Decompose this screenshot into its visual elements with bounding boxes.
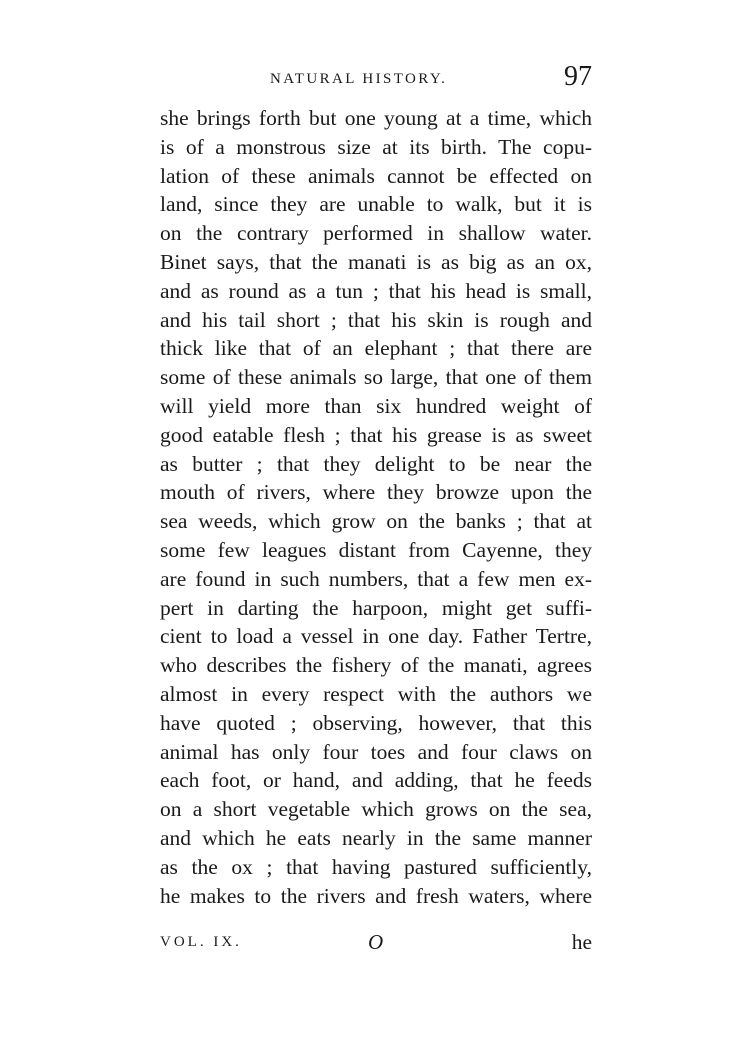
body-text: [160, 104, 592, 910]
text-line: and which he eats nearly in the same manner: [160, 825, 592, 850]
text-line: good eatable flesh ; that his grease is as sweet: [160, 422, 592, 447]
text-line: sea weeds, which grow on the banks ; that at: [160, 509, 592, 534]
text-line: is of a monstrous size at its birth. The copu-: [160, 134, 592, 159]
text-line: some few leagues distant from Cayenne, they: [160, 537, 592, 562]
text-line: he makes to the rivers and fresh waters, where: [160, 883, 592, 908]
page-number: 97: [564, 61, 592, 92]
text-line: pert in darting the harpoon, might get suffi-: [160, 595, 592, 620]
text-line: land, since they are unable to walk, but it is: [160, 192, 592, 217]
catchword: he: [571, 930, 592, 954]
text-line: and his tail short ; that his skin is rough and: [160, 307, 592, 332]
text-line: lation of these animals cannot be effected on: [160, 163, 592, 188]
volume-signature: VOL. IX.: [160, 934, 242, 950]
text-line: are found in such numbers, that a few men ex-: [160, 566, 592, 591]
text-line: thick like that of an elephant ; that there are: [160, 336, 592, 361]
text-line: each foot, or hand, and adding, that he feeds: [160, 768, 592, 793]
text-line: on the contrary performed in shallow water.: [160, 221, 592, 246]
text-line: on a short vegetable which grows on the sea,: [160, 797, 592, 822]
page-footer: [160, 927, 592, 957]
text-line: have quoted ; observing, however, that this: [160, 710, 592, 735]
text-line: as the ox ; that having pastured sufficiently,: [160, 854, 592, 879]
gathering-mark: O: [368, 930, 384, 954]
text-line: Binet says, that the manati is as big as an ox,: [160, 249, 592, 274]
text-line: as butter ; that they delight to be near the: [160, 451, 592, 476]
page-header: [160, 61, 592, 94]
text-line: she brings forth but one young at a time, which: [160, 106, 592, 130]
text-line: animal has only four toes and four claws on: [160, 739, 592, 764]
running-head: NATURAL HISTORY.: [270, 71, 448, 87]
text-line: mouth of rivers, where they browze upon the: [160, 480, 592, 505]
text-line: some of these animals so large, that one of them: [160, 365, 592, 390]
text-line: and as round as a tun ; that his head is small,: [160, 278, 592, 303]
text-line: who describes the fishery of the manati, agrees: [160, 653, 592, 678]
text-line: almost in every respect with the authors we: [160, 681, 592, 706]
text-line: will yield more than six hundred weight of: [160, 393, 592, 418]
text-line: cient to load a vessel in one day. Father Tertre,: [160, 624, 592, 649]
